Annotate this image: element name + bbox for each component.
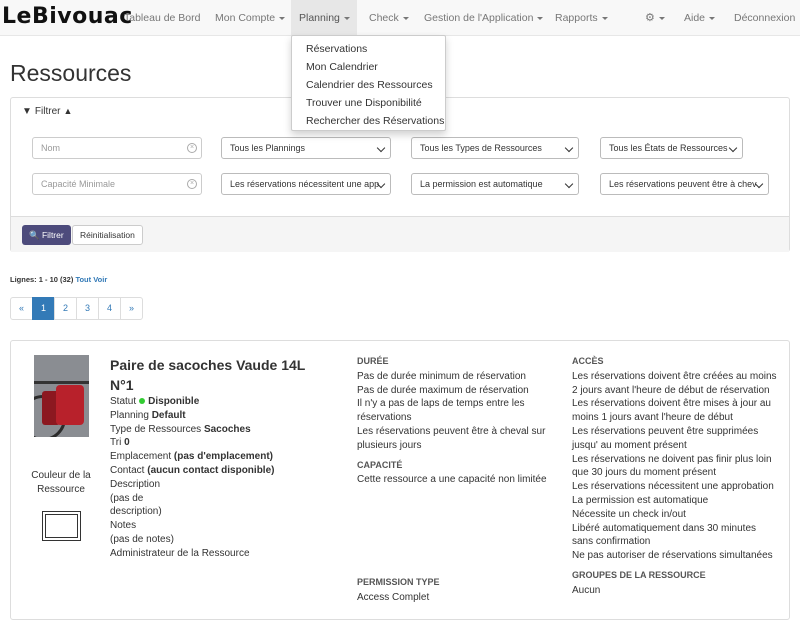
- pagination: [10, 297, 143, 320]
- permission-heading: PERMISSION TYPE: [357, 577, 440, 587]
- resource-admin-label: Administrateur de la Ressource: [110, 547, 250, 559]
- resource-color-swatch: [42, 511, 81, 541]
- duration-heading: DURÉE: [357, 356, 389, 366]
- search-icon: 🔍: [29, 230, 40, 240]
- access-column: [572, 355, 777, 598]
- nav-app-management[interactable]: [416, 0, 551, 36]
- page-4[interactable]: 4: [98, 297, 121, 320]
- menu-item-search-reservations[interactable]: Rechercher des Réservations: [306, 115, 445, 127]
- duration-line: Pas de durée minimum de réservation: [357, 370, 526, 382]
- chevron-down-icon: [729, 144, 737, 152]
- location-value: (pas d'emplacement): [173, 451, 273, 463]
- planning-dropdown-menu: [291, 35, 446, 131]
- overlap-select[interactable]: [600, 173, 769, 195]
- description-value: (pas de description): [110, 492, 162, 518]
- menu-item-resource-calendar[interactable]: Calendrier des Ressources: [306, 79, 433, 91]
- status-badge: Disponible: [148, 396, 200, 407]
- schedule-label: Planning: [110, 409, 149, 421]
- top-navbar: [0, 0, 800, 36]
- access-line: Libéré automatiquement dans 30 minutes sans confirmation: [572, 522, 757, 548]
- status-dot-icon: [139, 398, 145, 404]
- brand-logo[interactable]: LeBivouac: [2, 4, 133, 29]
- menu-item-my-calendar[interactable]: Mon Calendrier: [306, 61, 378, 73]
- access-line: Les réservations ne doivent pas finir plus loin que 30 jours du moment présent: [572, 453, 772, 479]
- chevron-down-icon: [403, 17, 409, 20]
- filter-label: Filtrer: [34, 106, 61, 117]
- contact-value: (aucun contact disponible): [147, 464, 275, 476]
- permission-select[interactable]: [411, 173, 579, 195]
- chevron-down-icon: [279, 17, 285, 20]
- clear-icon[interactable]: ×: [187, 179, 197, 189]
- filter-button[interactable]: [22, 225, 71, 245]
- capacity-heading: CAPACITÉ: [357, 459, 403, 470]
- nav-reports-label: Rapports: [555, 12, 598, 24]
- type-value: Sacoches: [203, 423, 251, 435]
- sort-value: 0: [124, 437, 130, 449]
- resource-status-select-value: Tous les États de Ressources: [609, 143, 728, 153]
- nav-check[interactable]: [361, 0, 417, 36]
- resource-card: [10, 340, 790, 620]
- view-all-link[interactable]: Tout Voir: [75, 275, 108, 284]
- nav-help[interactable]: [676, 0, 723, 36]
- chevron-down-icon: [344, 17, 350, 20]
- filter-footer: [11, 216, 789, 252]
- nav-planning-label: Planning: [299, 12, 340, 24]
- resource-type-select[interactable]: [411, 137, 579, 159]
- duration-column: [357, 355, 547, 487]
- min-capacity-input[interactable]: [32, 173, 202, 195]
- access-line: La permission est automatique: [572, 494, 709, 506]
- chevron-down-icon: [709, 17, 715, 20]
- rows-info: [10, 275, 107, 284]
- access-line: Les réservations doivent être créées au moins 2 jours avant l'heure de début de réservation: [572, 370, 777, 396]
- notes-label: Notes: [110, 520, 137, 532]
- nav-check-label: Check: [369, 12, 399, 24]
- chevron-down-icon: [377, 144, 385, 152]
- status-label: Statut: [110, 396, 137, 407]
- nav-help-label: Aide: [684, 12, 706, 24]
- access-line: Nécessite un check in/out: [572, 508, 686, 520]
- capacity-text: Cette ressource a une capacité non limitée: [357, 474, 547, 486]
- name-input-placeholder: Nom: [41, 143, 61, 153]
- access-heading: ACCÈS: [572, 356, 604, 366]
- duration-line: Les réservations peuvent être à cheval sur plusieurs jours: [357, 425, 546, 451]
- nav-reports[interactable]: [547, 0, 616, 36]
- location-label: Emplacement: [110, 451, 172, 463]
- nav-logout[interactable]: Déconnexion: [734, 12, 796, 24]
- notes-value: (pas de notes): [110, 533, 174, 545]
- approval-select-value: Les réservations nécessitent une app: [230, 179, 380, 189]
- page-title: Ressources: [10, 60, 132, 86]
- chevron-down-icon: [659, 17, 665, 20]
- groups-heading: GROUPES DE LA RESSOURCE: [572, 569, 706, 580]
- contact-label: Contact: [110, 464, 145, 476]
- name-input[interactable]: [32, 137, 202, 159]
- page-2[interactable]: 2: [54, 297, 77, 320]
- duration-line: Pas de durée maximum de réservation: [357, 384, 529, 396]
- chevron-down-icon: [565, 180, 573, 188]
- permission-select-value: La permission est automatique: [420, 179, 543, 189]
- resource-type-select-value: Tous les Types de Ressources: [420, 143, 542, 153]
- resource-title[interactable]: Paire de sacoches Vaude 14L N°1: [110, 357, 306, 393]
- menu-item-find-availability[interactable]: Trouver une Disponibilité: [306, 97, 422, 109]
- schedule-select-value: Tous les Plannings: [230, 143, 306, 153]
- reset-button[interactable]: Réinitialisation: [72, 225, 143, 245]
- access-line: Ne pas autoriser de réservations simultanées: [572, 550, 773, 562]
- resource-color-label: Couleur de la Ressource: [31, 470, 91, 495]
- filter-button-label: Filtrer: [41, 230, 64, 240]
- overlap-select-value: Les réservations peuvent être à chev: [609, 179, 757, 189]
- chevron-down-icon: [565, 144, 573, 152]
- access-line: Les réservations doivent être mises à jour au moins 1 jours avant l'heure de début: [572, 398, 771, 424]
- groups-value: Aucun: [572, 584, 601, 596]
- menu-item-reservations[interactable]: Réservations: [306, 43, 368, 55]
- nav-dashboard[interactable]: Tableau de Bord: [124, 12, 201, 24]
- resource-image[interactable]: [34, 355, 89, 437]
- nav-account-label: Mon Compte: [215, 12, 276, 24]
- gear-icon: ⚙: [645, 12, 655, 24]
- rows-count: Lignes: 1 - 10 (32): [10, 275, 74, 284]
- sort-label: Tri: [110, 437, 122, 449]
- access-line: Les réservations peuvent être supprimées jusqu' au moment présent: [572, 425, 759, 451]
- schedule-select[interactable]: [221, 137, 391, 159]
- chevron-down-icon: [537, 17, 543, 20]
- page-3[interactable]: 3: [76, 297, 99, 320]
- chevron-down-icon: [602, 17, 608, 20]
- page-1[interactable]: 1: [32, 297, 55, 320]
- min-capacity-placeholder: Capacité Minimale: [41, 179, 116, 189]
- permission-text: Access Complet: [357, 591, 430, 603]
- filter-toggle[interactable]: [22, 106, 72, 117]
- nav-account[interactable]: [207, 0, 293, 36]
- chevron-up-icon: ▲: [63, 105, 73, 116]
- page-next[interactable]: »: [120, 297, 143, 320]
- permission-column: [357, 576, 547, 605]
- resource-status-select[interactable]: [600, 137, 743, 159]
- description-label: Description: [110, 478, 161, 490]
- filter-icon: ▼: [22, 106, 32, 117]
- resource-details: [110, 395, 310, 561]
- page-prev[interactable]: «: [10, 297, 33, 320]
- duration-line: Il n'y a pas de laps de temps entre les réservations: [357, 398, 525, 424]
- access-line: Les réservations nécessitent une approbation: [572, 481, 774, 493]
- nav-planning[interactable]: [291, 0, 357, 36]
- clear-icon[interactable]: ×: [187, 143, 197, 153]
- nav-app-management-label: Gestion de l'Application: [424, 12, 534, 24]
- approval-select[interactable]: [221, 173, 391, 195]
- nav-settings[interactable]: [637, 0, 673, 36]
- type-label: Type de Ressources: [110, 423, 202, 435]
- schedule-value: Default: [151, 409, 186, 421]
